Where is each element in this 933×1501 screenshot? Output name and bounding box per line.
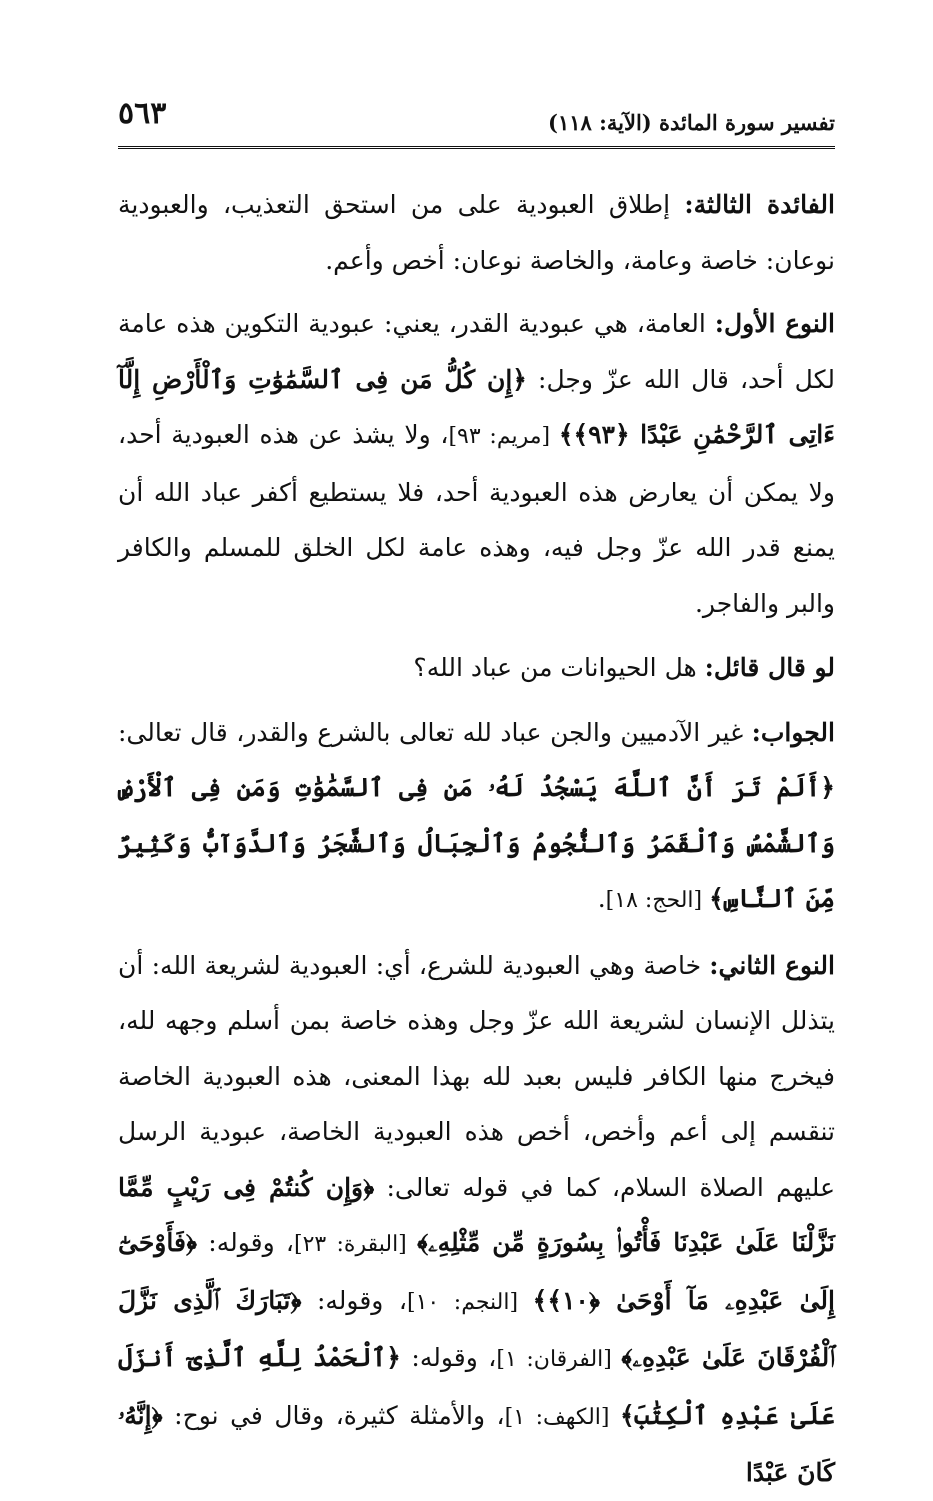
paragraph-question <box>118 640 835 696</box>
quran-verse: ﴿فَأَوْحَىٰٓ إِلَىٰ عَبْدِهِۦ مَآ أَوْحَىٰ ﴿١٠﴾﴾ <box>118 1228 835 1315</box>
book-page <box>118 90 836 1487</box>
quran-verse: ﴿ٱلْحَمْدُ لِلَّهِ ٱلَّذِىٓ أَنزَلَ عَلَىٰ عَبْدِهِ ٱلْكِتَٰبَ﴾ <box>118 1343 835 1430</box>
verse-reference: [الكهف: ١] <box>504 1404 621 1430</box>
paragraph-text: خاصة وهي العبودية للشرع، أي: العبودية لشريعة الله: أن يتذلل الإنسان لشريعة الله عزّ وجل وهذه خاصة بمن أسلم وجهه لله، فيخرج منها الكافر فليس بعبد لله بهذا المعنى، هذه العبودية الخاصة تنقسم إلى أعم وأخص، أخص هذه العبودية الخاصة، عبودية الرسل عليهم الصلاة السلام، كما في قوله تعالى: <box>118 950 835 1202</box>
page-number: ٥٦٣ <box>118 96 167 131</box>
page-header <box>118 90 835 149</box>
verse-reference: [النجم: ١٠] <box>406 1289 533 1315</box>
paragraph-text: ، ولا يشذ عن هذه العبودية أحد، ولا يمكن أن يعارض هذه العبودية أحد، فلا يستطيع أكفر عباد الله أن يمنع قدر الله عزّ وجل فيه، وهذه عامة لكل الخلق للمسلم والكافر والبر والفاجر. <box>118 420 835 618</box>
paragraph-heading: الفائدة الثالثة: <box>684 190 835 219</box>
paragraph-heading: لو قال قائل: <box>704 653 835 682</box>
paragraph-text: ، وقوله: <box>301 1285 407 1315</box>
paragraph-text: غير الآدميين والجن عباد لله تعالى بالشرع والقدر، قال تعالى: <box>118 717 752 747</box>
paragraph-text: العامة، هي عبودية القدر، يعني: عبودية التكوين هذه عامة لكل أحد، قال الله عزّ وجل: <box>118 309 836 394</box>
paragraph-text: ، وقوله: <box>400 1343 497 1372</box>
paragraph-second-type <box>118 938 835 1501</box>
quran-verse: ﴿إِن كُلُّ مَن فِى ٱلسَّمَٰوَٰتِ وَٱلْأَرْضِ إِلَّآ ءَاتِى ٱلرَّحْمَٰنِ عَبْدًا ﴿٩٣﴾﴾ <box>118 364 835 449</box>
paragraph-third-benefit <box>118 177 835 288</box>
page-body <box>118 177 835 1501</box>
paragraph-text: ، والأمثلة كثيرة، وقال في نوح: <box>162 1400 505 1430</box>
paragraph-first-type <box>118 296 835 631</box>
verse-reference: [مريم: ٩٣] <box>448 424 559 449</box>
paragraph-heading: النوع الأول: <box>714 309 836 338</box>
verse-reference: [البقرة: ٢٣] <box>293 1232 418 1257</box>
verse-reference: [الفرقان: ١] <box>496 1347 622 1372</box>
quran-verse: ﴿إِنَّهُۥ كَانَ عَبْدًا <box>118 1400 835 1487</box>
paragraph-text: إطلاق العبودية على من استحق التعذيب، والعبودية نوعان: خاصة وعامة، والخاصة نوعان: أخص وأعم. <box>118 190 835 275</box>
quran-verse: ﴿تَبَارَكَ ٱلَّذِى نَزَّلَ ٱلْفُرْقَانَ عَلَىٰ عَبْدِهِۦ﴾ <box>118 1285 835 1372</box>
paragraph-text: هل الحيوانات من عباد الله؟ <box>413 653 705 682</box>
running-title: تفسير سورة المائدة (الآية: ١١٨) <box>548 110 835 135</box>
paragraph-text: . <box>597 884 606 913</box>
quran-verse: ﴿أَلَمْ تَرَ أَنَّ ٱللَّهَ يَسْجُدُ لَهُۥ مَن فِى ٱلسَّمَٰوَٰتِ وَمَن فِى ٱلْأَرْضِ وَٱلشَّمْسُ وَٱلْقَمَرُ وَٱلنُّجُومُ وَٱلْجِبَالُ وَٱلشَّجَرُ وَٱلدَّوَآبُّ وَكَثِيرٌ مِّنَ ٱلنَّاسِ﴾ <box>118 773 835 913</box>
paragraph-heading: النوع الثاني: <box>709 950 835 980</box>
verse-reference: [الحج: ١٨] <box>605 888 710 913</box>
quran-verse: ﴿وَإِن كُنتُمْ فِى رَيْبٍ مِّمَّا نَزَّلْنَا عَلَىٰ عَبْدِنَا فَأْتُوا۟ بِسُورَةٍ مِّن مِّثْلِهِۦ﴾ <box>118 1172 835 1257</box>
paragraph-answer <box>118 705 835 929</box>
paragraph-text: ، وقوله: <box>197 1228 294 1257</box>
paragraph-heading: الجواب: <box>751 717 835 747</box>
